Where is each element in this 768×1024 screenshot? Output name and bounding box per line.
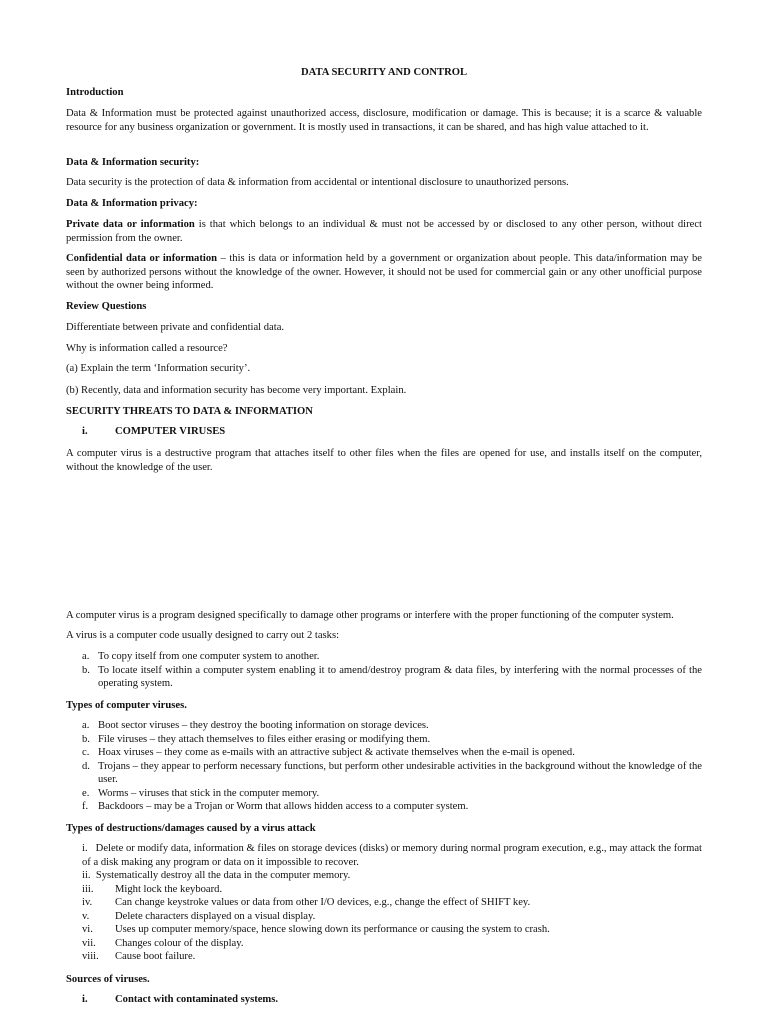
list-item: [66, 746, 702, 760]
list-marker: i.: [82, 843, 88, 854]
list-item: [82, 923, 702, 937]
list-item: [66, 664, 702, 691]
computer-viruses-subheading: [66, 425, 702, 439]
sources-item: [66, 993, 702, 1007]
list-marker: a.: [82, 651, 90, 662]
private-data-text: is that which belongs to an individual & must not be accessed by or disclosed to any other person, without direct permission from the owner.: [66, 219, 702, 244]
privacy-heading: Data & Information privacy:: [66, 198, 198, 209]
security-paragraph: Data security is the protection of data & information from accidental or intentional disclosure to unauthorized persons.: [66, 177, 569, 188]
list-marker: v.: [82, 910, 90, 922]
list-item: [82, 950, 702, 964]
list-marker: iii.: [82, 883, 94, 895]
subheading-marker: i.: [82, 426, 88, 437]
review-question-2: Why is information called a resource?: [66, 343, 228, 354]
intro-heading: Introduction: [66, 87, 124, 98]
sources-heading: Sources of viruses.: [66, 974, 150, 985]
list-marker: c.: [82, 747, 90, 758]
list-marker: vi.: [82, 924, 93, 935]
confidential-data-text: – this is data or information held by a government or organization about people. This data/information may be seen by authorized persons without the knowledge of the owner. However, it should not be used for commercial gain or any other unofficial purpose without the owner being informed.: [66, 253, 702, 291]
list-item: [82, 842, 702, 869]
virus-types-list: [66, 719, 702, 814]
list-marker: e.: [82, 787, 90, 799]
list-text: Can change keystroke values or data from other I/O devices, e.g., change the effect of SHIFT key.: [115, 897, 531, 908]
list-text: Worms – viruses that stick in the computer memory.: [98, 787, 320, 799]
list-text: Changes colour of the display.: [115, 937, 244, 949]
list-marker: b.: [82, 733, 90, 745]
sources-item-marker: i.: [82, 994, 88, 1005]
list-text: Delete characters displayed on a visual display.: [115, 910, 316, 922]
list-text: Backdoors – may be a Trojan or Worm that allows hidden access to a computer system.: [98, 801, 469, 812]
list-text: Uses up computer memory/space, hence slowing down its performance or causing the system to crash.: [115, 924, 550, 935]
list-text: Cause boot failure.: [115, 951, 196, 962]
list-item: [66, 800, 702, 814]
list-marker: a.: [82, 720, 90, 731]
page-title: DATA SECURITY AND CONTROL: [300, 67, 468, 78]
list-marker: d.: [82, 760, 90, 772]
list-item: [66, 719, 702, 733]
threats-heading: SECURITY THREATS TO DATA & INFORMATION: [66, 406, 313, 417]
review-question-3: (a) Explain the term ‘Information security’.: [66, 363, 251, 374]
list-item: [82, 910, 702, 924]
virus-tasks-list: [66, 650, 702, 691]
list-marker: b.: [82, 664, 90, 676]
list-item: [82, 869, 702, 883]
list-marker: ii.: [82, 870, 91, 881]
list-item: [66, 760, 702, 787]
list-text: Boot sector viruses – they destroy the booting information on storage devices.: [98, 720, 429, 731]
list-text: To copy itself from one computer system to another.: [98, 651, 320, 662]
list-item: [82, 883, 702, 897]
review-question-4: (b) Recently, data and information security has become very important. Explain.: [66, 385, 407, 396]
list-item: [82, 937, 702, 951]
list-text: Systematically destroy all the data in the computer memory.: [95, 870, 351, 881]
list-text: Delete or modify data, information & files on storage devices (disks) or memory during normal program execution, e.g., may attack the format of a disk making any program or data on it impossible to recover.: [82, 843, 702, 868]
security-heading: Data & Information security:: [66, 157, 200, 168]
subheading-text: COMPUTER VIRUSES: [115, 426, 226, 437]
list-text: Trojans – they appear to perform necessary functions, but perform other undesirable activities in the background without the knowledge of the user.: [98, 760, 702, 785]
list-item: [66, 787, 702, 801]
private-data-term: Private data or information: [66, 219, 195, 230]
list-item: [82, 896, 702, 910]
list-marker: vii.: [82, 937, 96, 949]
list-marker: iv.: [82, 897, 93, 908]
damages-list: [82, 842, 702, 964]
damages-heading: Types of destructions/damages caused by a virus attack: [66, 823, 316, 834]
intro-paragraph: Data & Information must be protected against unauthorized access, disclosure, modification or damage. This is because; it is a scarce & valuable resource for any business organization or government. It is mostly used in transactions, it can be shared, and has high value attached to it.: [66, 108, 702, 133]
list-item: [66, 650, 702, 664]
types-heading: Types of computer viruses.: [66, 700, 187, 711]
virus-program-paragraph: A computer virus is a program designed specifically to damage other programs or interfere with the proper functioning of the computer system.: [66, 610, 674, 621]
list-marker: viii.: [82, 951, 99, 962]
list-text: File viruses – they attach themselves to files either erasing or modifying them.: [98, 733, 431, 745]
list-text: Might lock the keyboard.: [115, 883, 223, 895]
sources-item-text: Contact with contaminated systems.: [115, 994, 279, 1005]
review-heading: Review Questions: [66, 301, 147, 312]
review-question-1: Differentiate between private and confidential data.: [66, 322, 285, 333]
list-text: To locate itself within a computer system enabling it to amend/destroy program & data files, by interfering with the normal processes of the operating system.: [98, 664, 702, 689]
virus-tasks-intro: A virus is a computer code usually designed to carry out 2 tasks:: [66, 630, 340, 641]
list-text: Hoax viruses – they come as e-mails with an attractive subject & activate themselves when the e-mail is opened.: [98, 747, 575, 758]
list-marker: f.: [82, 801, 89, 812]
virus-definition-paragraph: A computer virus is a destructive program that attaches itself to other files when the files are opened for use, and installs itself on the computer, without the knowledge of the user.: [66, 448, 702, 473]
list-item: [66, 733, 702, 747]
confidential-data-paragraph: [66, 252, 702, 293]
private-data-paragraph: [66, 218, 702, 245]
confidential-data-term: Confidential data or information: [66, 253, 218, 264]
